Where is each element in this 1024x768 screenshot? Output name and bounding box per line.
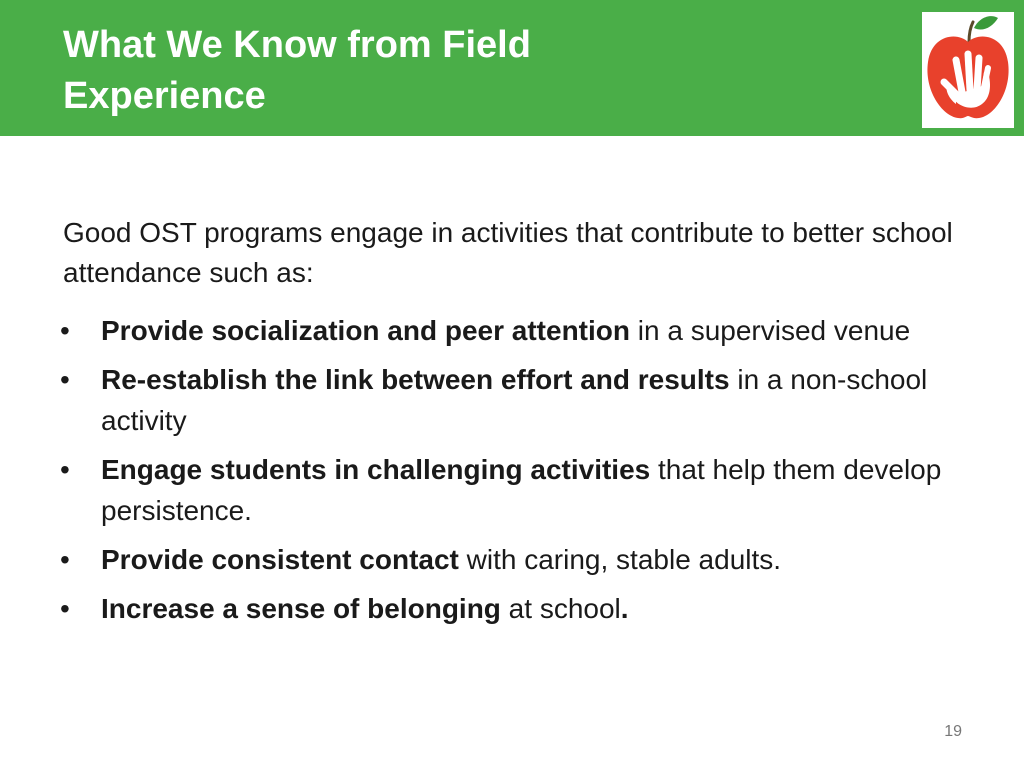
bullet-item xyxy=(60,539,960,580)
title-bar xyxy=(0,0,1024,136)
bullet-item xyxy=(60,359,960,441)
bullet-dot: • xyxy=(60,544,70,575)
bullet-dot: • xyxy=(60,454,70,485)
bullet-bold-text: Provide socialization and peer attention xyxy=(101,315,630,346)
slide-title-line2: Experience xyxy=(63,75,266,117)
slide-title-line1: What We Know from Field xyxy=(63,24,531,66)
bullet-bold-text: Engage students in challenging activities xyxy=(101,454,651,485)
page-number: 19 xyxy=(944,723,962,740)
bullet-text: at school xyxy=(500,593,621,624)
bullet-text: in a supervised venue xyxy=(630,315,911,346)
apple-hand-logo-icon xyxy=(922,12,1014,128)
bullet-item xyxy=(60,310,960,351)
bullet-bold-text: Provide consistent contact xyxy=(101,544,459,575)
logo xyxy=(922,12,1014,128)
bullet-item xyxy=(60,588,960,629)
bullet-dot: • xyxy=(60,315,70,346)
bullet-text: in a non-school activity xyxy=(101,364,928,436)
bullet-text: that help them develop persistence. xyxy=(101,454,942,526)
bullet-text: with caring, stable adults. xyxy=(458,544,782,575)
bullet-bold-text: Re-establish the link between effort and results xyxy=(101,364,730,395)
bullet-dot: • xyxy=(60,593,70,624)
bullet-bold-text: Increase a sense of belonging xyxy=(101,593,501,624)
bullet-item xyxy=(60,449,960,531)
slide-title xyxy=(63,20,531,122)
intro-text: Good OST programs engage in activities that contribute to better school attendance such as: xyxy=(63,217,953,288)
bullet-dot: • xyxy=(60,364,70,395)
bullet-end-period: . xyxy=(620,593,629,624)
bullet-list xyxy=(60,310,960,637)
